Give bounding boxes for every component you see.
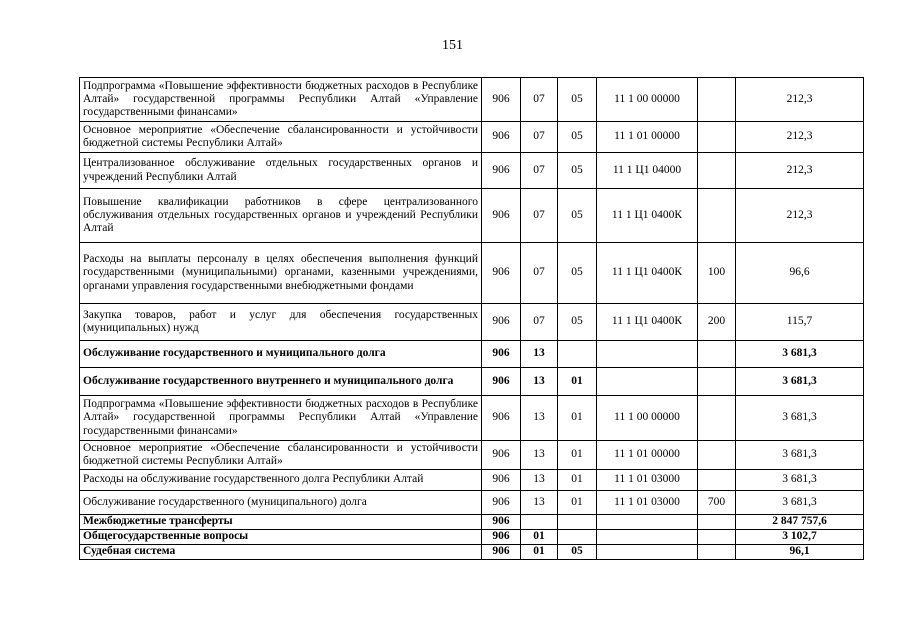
expense-type-cell bbox=[698, 189, 736, 243]
ministry-code-cell: 906 bbox=[482, 396, 521, 441]
section-code-cell: 07 bbox=[521, 304, 558, 341]
ministry-code-cell: 906 bbox=[482, 545, 521, 560]
row-name-cell: Подпрограмма «Повышение эффективности бюджетных расходов в Республике Алтай» государственной программы Республики Алтай «Управление государственными финансами» bbox=[80, 396, 482, 441]
ministry-code-cell: 906 bbox=[482, 530, 521, 545]
expense-type-cell bbox=[698, 515, 736, 530]
expense-type-cell bbox=[698, 470, 736, 491]
ministry-code-cell: 906 bbox=[482, 441, 521, 470]
table-row bbox=[80, 441, 864, 470]
amount-cell: 3 681,3 bbox=[736, 341, 864, 368]
table-row bbox=[80, 304, 864, 341]
section-code-cell: 07 bbox=[521, 153, 558, 189]
target-article-cell bbox=[597, 545, 698, 560]
section-code-cell: 01 bbox=[521, 545, 558, 560]
expense-type-cell bbox=[698, 396, 736, 441]
table-row bbox=[80, 470, 864, 491]
expense-type-cell bbox=[698, 78, 736, 122]
table-row bbox=[80, 122, 864, 153]
subsection-code-cell: 05 bbox=[558, 122, 597, 153]
subsection-code-cell: 05 bbox=[558, 243, 597, 304]
ministry-code-cell: 906 bbox=[482, 243, 521, 304]
table-row bbox=[80, 153, 864, 189]
target-article-cell: 11 1 01 00000 bbox=[597, 441, 698, 470]
amount-cell: 2 847 757,6 bbox=[736, 515, 864, 530]
section-code-cell: 13 bbox=[521, 491, 558, 515]
section-code-cell: 07 bbox=[521, 78, 558, 122]
row-name-cell: Подпрограмма «Повышение эффективности бюджетных расходов в Республике Алтай» государственной программы Республики Алтай «Управление государственными финансами» bbox=[80, 78, 482, 122]
row-name-cell: Расходы на выплаты персоналу в целях обеспечения выполнения функций государственными (муниципальными) органами, казенными учреждениями, органами управления государственными внебюджетными фондами bbox=[80, 243, 482, 304]
section-code-cell: 07 bbox=[521, 189, 558, 243]
expense-type-cell bbox=[698, 341, 736, 368]
table-row bbox=[80, 341, 864, 368]
row-name-cell: Обслуживание государственного и муниципального долга bbox=[80, 341, 482, 368]
amount-cell: 212,3 bbox=[736, 78, 864, 122]
ministry-code-cell: 906 bbox=[482, 153, 521, 189]
expense-type-cell bbox=[698, 368, 736, 396]
section-code-cell: 13 bbox=[521, 470, 558, 491]
subsection-code-cell: 01 bbox=[558, 491, 597, 515]
expense-type-cell bbox=[698, 545, 736, 560]
amount-cell: 3 681,3 bbox=[736, 491, 864, 515]
table-row bbox=[80, 530, 864, 545]
row-name-cell: Закупка товаров, работ и услуг для обеспечения государственных (муниципальных) нужд bbox=[80, 304, 482, 341]
expense-type-cell: 200 bbox=[698, 304, 736, 341]
target-article-cell bbox=[597, 341, 698, 368]
table-row bbox=[80, 545, 864, 560]
target-article-cell: 11 1 01 03000 bbox=[597, 470, 698, 491]
target-article-cell bbox=[597, 515, 698, 530]
table-row bbox=[80, 368, 864, 396]
section-code-cell: 13 bbox=[521, 368, 558, 396]
ministry-code-cell: 906 bbox=[482, 368, 521, 396]
subsection-code-cell: 05 bbox=[558, 78, 597, 122]
table-row bbox=[80, 515, 864, 530]
expense-type-cell: 100 bbox=[698, 243, 736, 304]
amount-cell: 3 681,3 bbox=[736, 441, 864, 470]
target-article-cell: 11 1 Ц1 0400К bbox=[597, 243, 698, 304]
subsection-code-cell bbox=[558, 341, 597, 368]
amount-cell: 212,3 bbox=[736, 153, 864, 189]
target-article-cell bbox=[597, 530, 698, 545]
amount-cell: 3 102,7 bbox=[736, 530, 864, 545]
amount-cell: 212,3 bbox=[736, 122, 864, 153]
section-code-cell: 07 bbox=[521, 122, 558, 153]
section-code-cell: 07 bbox=[521, 243, 558, 304]
section-code-cell bbox=[521, 515, 558, 530]
row-name-cell: Обслуживание государственного (муниципального) долга bbox=[80, 491, 482, 515]
target-article-cell: 11 1 01 00000 bbox=[597, 122, 698, 153]
row-name-cell: Централизованное обслуживание отдельных государственных органов и учреждений Республики Алтай bbox=[80, 153, 482, 189]
budget-table bbox=[79, 77, 864, 560]
section-code-cell: 13 bbox=[521, 396, 558, 441]
row-name-cell: Основное мероприятие «Обеспечение сбалансированности и устойчивости бюджетной системы Республики Алтай» bbox=[80, 122, 482, 153]
ministry-code-cell: 906 bbox=[482, 189, 521, 243]
row-name-cell: Основное мероприятие «Обеспечение сбалансированности и устойчивости бюджетной системы Республики Алтай» bbox=[80, 441, 482, 470]
section-code-cell: 13 bbox=[521, 341, 558, 368]
table-row bbox=[80, 491, 864, 515]
amount-cell: 212,3 bbox=[736, 189, 864, 243]
table-row bbox=[80, 189, 864, 243]
row-name-cell: Межбюджетные трансферты bbox=[80, 515, 482, 530]
subsection-code-cell: 01 bbox=[558, 368, 597, 396]
row-name-cell: Повышение квалификации работников в сфере централизованного обслуживания отдельных государственных органов и учреждений Республики Алтай bbox=[80, 189, 482, 243]
expense-type-cell bbox=[698, 122, 736, 153]
subsection-code-cell: 01 bbox=[558, 441, 597, 470]
expense-type-cell bbox=[698, 530, 736, 545]
target-article-cell: 11 1 00 00000 bbox=[597, 78, 698, 122]
target-article-cell bbox=[597, 368, 698, 396]
amount-cell: 96,1 bbox=[736, 545, 864, 560]
amount-cell: 3 681,3 bbox=[736, 368, 864, 396]
subsection-code-cell bbox=[558, 530, 597, 545]
target-article-cell: 11 1 Ц1 0400К bbox=[597, 189, 698, 243]
subsection-code-cell: 05 bbox=[558, 153, 597, 189]
amount-cell: 115,7 bbox=[736, 304, 864, 341]
ministry-code-cell: 906 bbox=[482, 341, 521, 368]
target-article-cell: 11 1 Ц1 04000 bbox=[597, 153, 698, 189]
ministry-code-cell: 906 bbox=[482, 304, 521, 341]
row-name-cell: Судебная система bbox=[80, 545, 482, 560]
table-body bbox=[80, 78, 864, 560]
section-code-cell: 01 bbox=[521, 530, 558, 545]
subsection-code-cell: 05 bbox=[558, 189, 597, 243]
subsection-code-cell: 05 bbox=[558, 545, 597, 560]
row-name-cell: Общегосударственные вопросы bbox=[80, 530, 482, 545]
ministry-code-cell: 906 bbox=[482, 78, 521, 122]
page-number: 151 bbox=[442, 38, 463, 53]
expense-type-cell bbox=[698, 441, 736, 470]
section-code-cell: 13 bbox=[521, 441, 558, 470]
expense-type-cell: 700 bbox=[698, 491, 736, 515]
amount-cell: 3 681,3 bbox=[736, 470, 864, 491]
ministry-code-cell: 906 bbox=[482, 470, 521, 491]
amount-cell: 96,6 bbox=[736, 243, 864, 304]
table-row bbox=[80, 243, 864, 304]
expense-type-cell bbox=[698, 153, 736, 189]
target-article-cell: 11 1 Ц1 0400К bbox=[597, 304, 698, 341]
target-article-cell: 11 1 01 03000 bbox=[597, 491, 698, 515]
row-name-cell: Обслуживание государственного внутреннего и муниципального долга bbox=[80, 368, 482, 396]
subsection-code-cell bbox=[558, 515, 597, 530]
row-name-cell: Расходы на обслуживание государственного долга Республики Алтай bbox=[80, 470, 482, 491]
subsection-code-cell: 01 bbox=[558, 396, 597, 441]
amount-cell: 3 681,3 bbox=[736, 396, 864, 441]
subsection-code-cell: 05 bbox=[558, 304, 597, 341]
ministry-code-cell: 906 bbox=[482, 122, 521, 153]
table-row bbox=[80, 396, 864, 441]
subsection-code-cell: 01 bbox=[558, 470, 597, 491]
target-article-cell: 11 1 00 00000 bbox=[597, 396, 698, 441]
ministry-code-cell: 906 bbox=[482, 515, 521, 530]
table-row bbox=[80, 78, 864, 122]
ministry-code-cell: 906 bbox=[482, 491, 521, 515]
